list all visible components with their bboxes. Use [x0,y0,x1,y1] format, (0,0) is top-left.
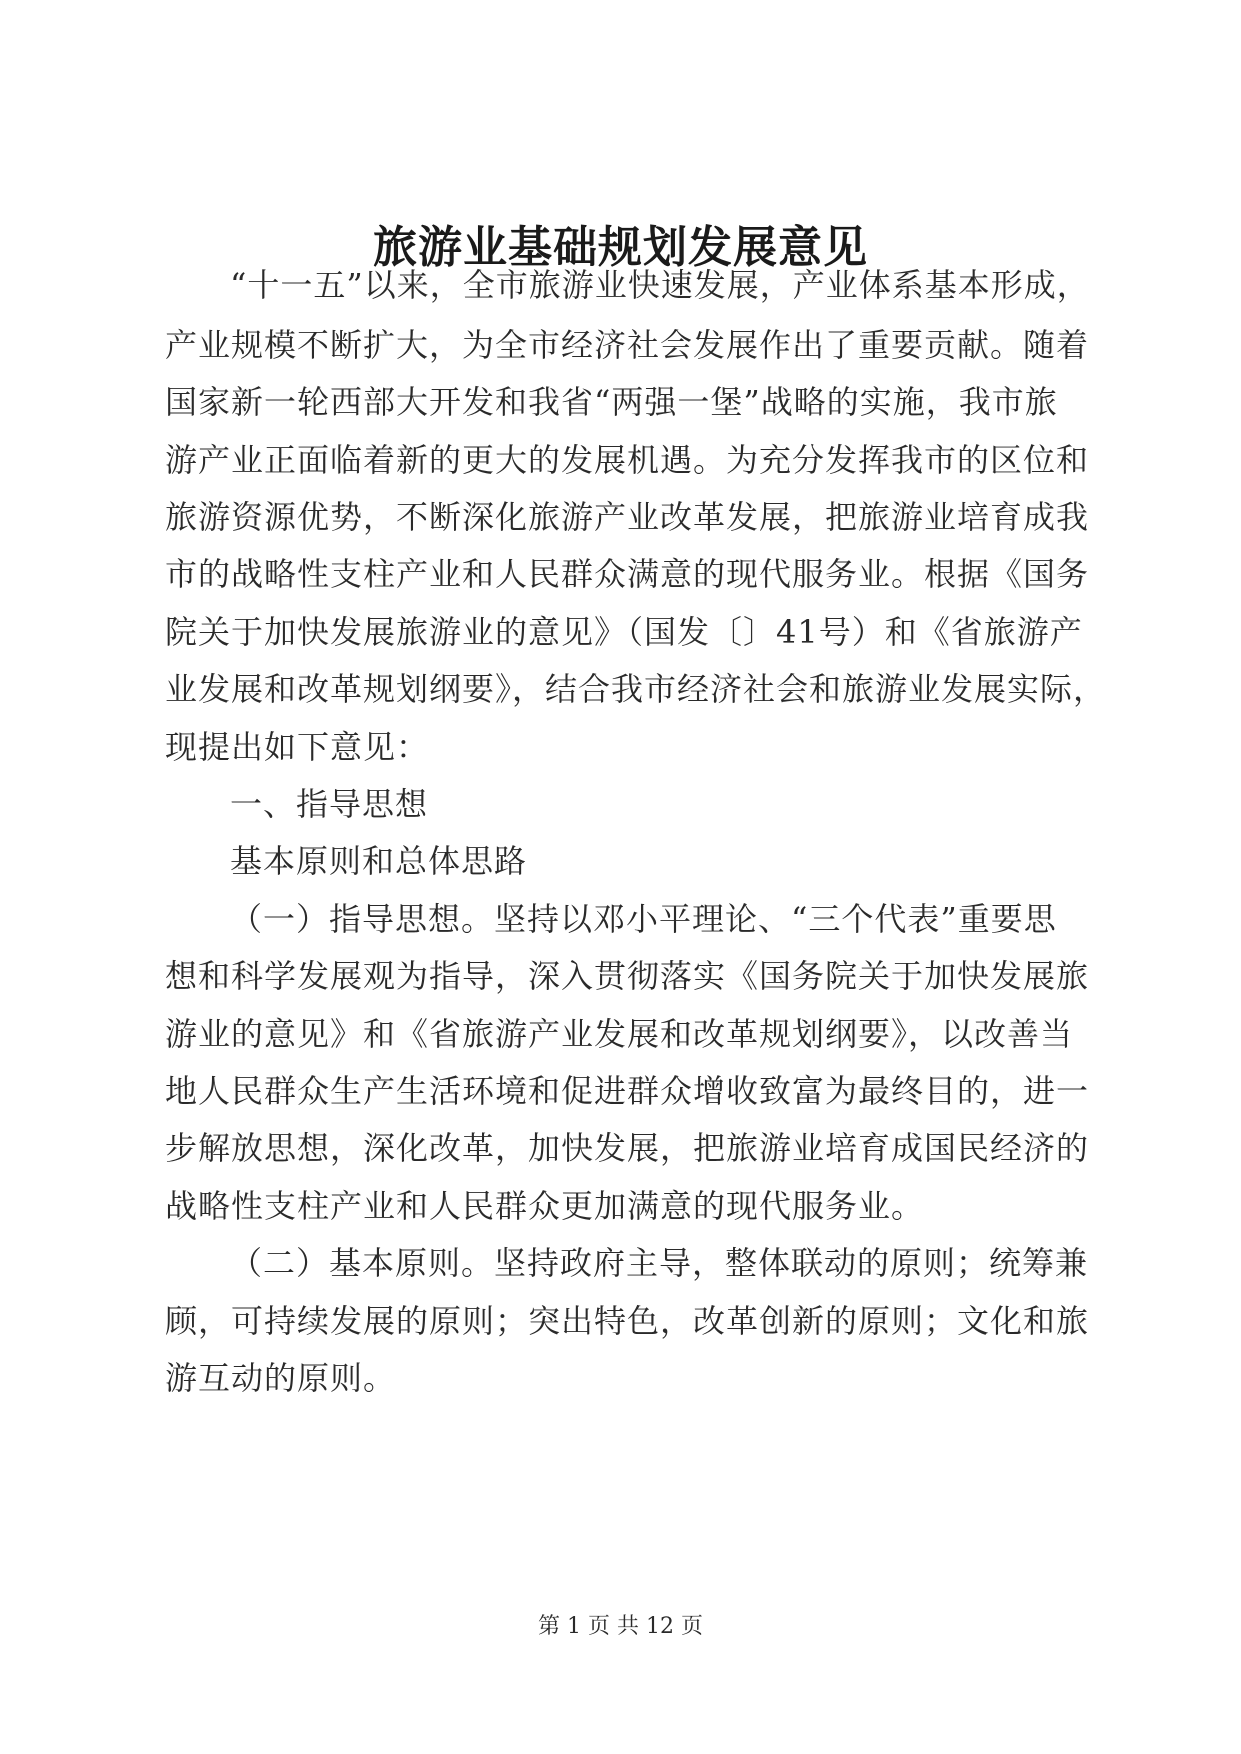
body-line: 国家新一轮西部大开发和我省“两强一堡”战略的实施，我市旅 [165,383,1058,421]
body-line: 步解放思想，深化改革，加快发展，把旅游业培育成国民经济的 [165,1129,1090,1167]
body-line: 游互动的原则。 [165,1359,397,1397]
body-line: 顾，可持续发展的原则；突出特色，改革创新的原则；文化和旅 [165,1302,1090,1340]
body-line: （二）基本原则。坚持政府主导，整体联动的原则；统筹兼 [230,1244,1089,1282]
body-line: 产业规模不断扩大，为全市经济社会发展作出了重要贡献。随着 [165,326,1090,364]
document-title: 旅游业基础规划发展意见 [373,222,868,273]
body-line: 业发展和改革规划纲要》，结合我市经济社会和旅游业发展实际， [165,670,1107,708]
page-footer: 第 1 页 共 12 页 [538,1614,703,1639]
body-line: “十一五”以来，全市旅游业快速发展，产业体系基本形成， [230,266,1090,304]
body-line: 战略性支柱产业和人民群众更加满意的现代服务业。 [165,1187,925,1225]
section-subheading: 基本原则和总体思路 [230,842,528,880]
body-line: 游业的意见》和《省旅游产业发展和改革规划纲要》，以改善当 [165,1015,1074,1053]
body-line: （一）指导思想。坚持以邓小平理论、“三个代表”重要思 [230,900,1057,938]
body-line: 地人民群众生产生活环境和促进群众增收致富为最终目的，进一 [165,1072,1090,1110]
body-line: 想和科学发展观为指导，深入贯彻落实《国务院关于加快发展旅 [165,957,1090,995]
section-heading: 一、指导思想 [230,785,429,823]
body-line: 市的战略性支柱产业和人民群众满意的现代服务业。根据《国务 [165,555,1090,593]
body-line: 院关于加快发展旅游业的意见》（国发〔〕41号）和《省旅游产 [165,613,1083,651]
body-line: 游产业正面临着新的更大的发展机遇。为充分发挥我市的区位和 [165,441,1090,479]
body-line: 旅游资源优势，不断深化旅游产业改革发展，把旅游业培育成我 [165,498,1090,536]
body-line: 现提出如下意见： [165,728,430,766]
